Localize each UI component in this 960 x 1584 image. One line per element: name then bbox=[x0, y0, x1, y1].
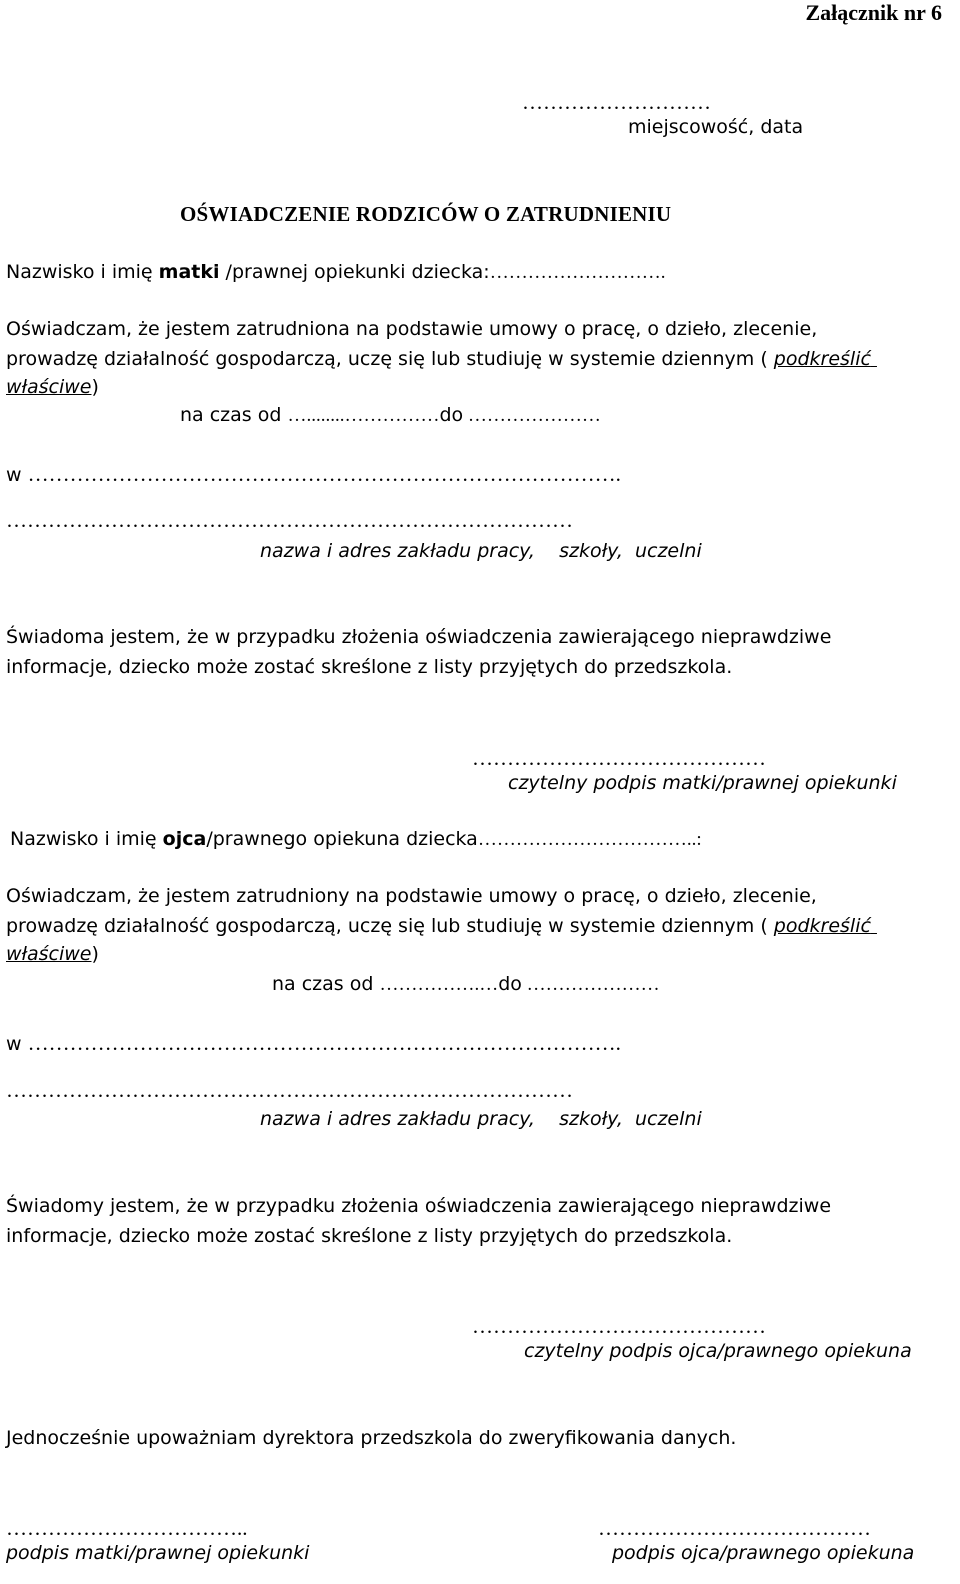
mother-workplace-w: w bbox=[6, 464, 28, 486]
authorization-text: Jednocześnie upoważniam dyrektora przedszkola do zweryfikowania danych. bbox=[6, 1427, 737, 1449]
footer-mother-dots: …………………………….. bbox=[6, 1516, 248, 1540]
mother-period-line bbox=[180, 404, 601, 428]
father-awareness-line2: informacje, dziecko może zostać skreślone z listy przyjętych do przedszkola. bbox=[6, 1225, 733, 1247]
mother-statement-line1: Oświadczam, że jestem zatrudniona na podstawie umowy o pracę, o dzieło, zlecenie, bbox=[6, 318, 818, 340]
mother-name-prefix: Nazwisko i imię bbox=[6, 261, 159, 283]
father-workplace-dots-1: …………………………………………………………………………. bbox=[27, 1031, 621, 1055]
footer-father-dots: ………………………………… bbox=[598, 1516, 871, 1540]
mother-workplace-dots-1: …………………………………………………………………………. bbox=[27, 462, 621, 486]
father-name-prefix: Nazwisko i imię bbox=[10, 828, 163, 850]
father-statement-line2-text: prowadzę działalność gospodarczą, uczę się lub studiuję w systemie dziennym ( bbox=[6, 915, 774, 937]
mother-awareness-line2: informacje, dziecko może zostać skreślone z listy przyjętych do przedszkola. bbox=[6, 656, 733, 678]
father-statement-line1: Oświadczam, że jestem zatrudniony na podstawie umowy o pracę, o dzieło, zlecenie, bbox=[6, 885, 817, 907]
mother-name-label bbox=[6, 261, 665, 285]
father-period-line bbox=[272, 973, 660, 997]
mother-period-to-label: do bbox=[439, 404, 464, 426]
father-signature-dots: …………………………………… bbox=[472, 1314, 766, 1338]
place-date-caption: miejscowość, data bbox=[628, 116, 804, 138]
footer-father-caption: podpis ojca/prawnego opiekuna bbox=[612, 1542, 915, 1564]
father-statement-line3 bbox=[6, 943, 99, 966]
mother-awareness-line1: Świadoma jestem, że w przypadku złożenia oświadczenia zawierającego nieprawdziwe bbox=[6, 626, 832, 648]
mother-period-from-label: na czas od bbox=[180, 404, 288, 426]
father-signature-caption: czytelny podpis ojca/prawnego opiekuna bbox=[524, 1340, 912, 1362]
mother-name-dots: ………………………. bbox=[489, 262, 666, 283]
father-name-dots: ……………………………..: bbox=[477, 829, 702, 850]
father-period-from-label: na czas od bbox=[272, 973, 380, 995]
mother-underline-hint-2: właściwe bbox=[6, 376, 92, 398]
father-name-label bbox=[10, 828, 702, 852]
mother-statement-line3 bbox=[6, 376, 99, 399]
mother-name-bold: matki bbox=[158, 261, 220, 283]
mother-period-to-dots: ………………… bbox=[463, 405, 601, 426]
attachment-label: Załącznik nr 6 bbox=[805, 0, 942, 25]
mother-underline-hint-1: podkreślić bbox=[773, 348, 871, 370]
father-period-to-label: do bbox=[498, 973, 522, 995]
father-workplace-line1 bbox=[6, 1031, 621, 1056]
father-period-from-dots: …………….… bbox=[379, 974, 499, 995]
father-workplace-dots-2: ……………………………………………………………………… bbox=[6, 1078, 573, 1102]
footer-mother-caption: podpis matki/prawnej opiekunki bbox=[6, 1542, 310, 1564]
mother-workplace-caption: nazwa i adres zakładu pracy, szkoły, uczelni bbox=[260, 540, 702, 562]
father-underline-hint-1: podkreślić bbox=[773, 915, 871, 937]
mother-workplace-line1 bbox=[6, 462, 621, 487]
father-underline-hint-2: właściwe bbox=[6, 943, 92, 965]
father-awareness-line1: Świadomy jestem, że w przypadku złożenia oświadczenia zawierającego nieprawdziwe bbox=[6, 1195, 832, 1217]
father-period-to-dots: ………………… bbox=[521, 974, 660, 995]
mother-period-from-dots: …........…………… bbox=[287, 405, 440, 426]
place-date-dots: ……………………… bbox=[522, 90, 711, 114]
mother-signature-dots: …………………………………… bbox=[472, 746, 766, 770]
mother-close-paren: ) bbox=[91, 376, 99, 398]
father-workplace-caption: nazwa i adres zakładu pracy, szkoły, uczelni bbox=[260, 1108, 702, 1130]
mother-workplace-dots-2: ……………………………………………………………………… bbox=[6, 508, 573, 532]
mother-signature-caption: czytelny podpis matki/prawnej opiekunki bbox=[508, 772, 897, 794]
father-close-paren: ) bbox=[91, 943, 99, 965]
father-statement-line2 bbox=[6, 915, 877, 938]
father-workplace-w: w bbox=[6, 1033, 28, 1055]
father-name-suffix: /prawnego opiekuna dziecka bbox=[206, 828, 478, 850]
mother-name-suffix: /prawnej opiekunki dziecka: bbox=[219, 261, 490, 283]
mother-statement-line2-text: prowadzę działalność gospodarczą, uczę się lub studiuję w systemie dziennym ( bbox=[6, 348, 774, 370]
document-title: OŚWIADCZENIE RODZICÓW O ZATRUDNIENIU bbox=[180, 202, 672, 226]
father-name-bold: ojca bbox=[162, 828, 207, 850]
mother-statement-line2 bbox=[6, 348, 877, 371]
